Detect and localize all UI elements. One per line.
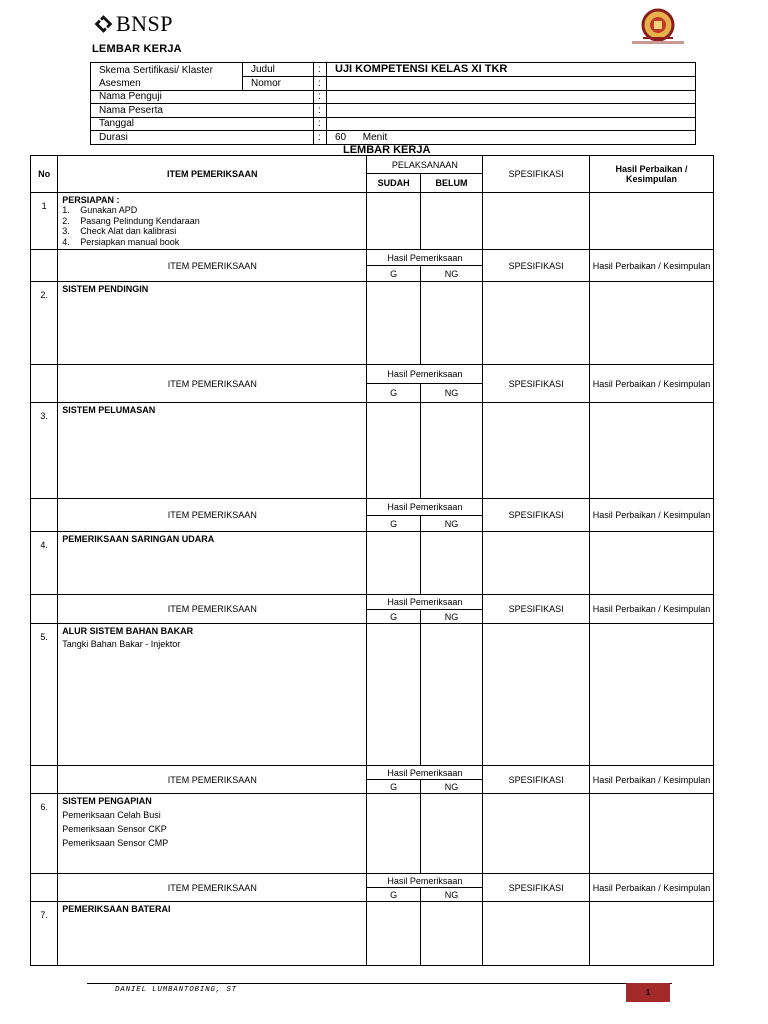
hasil-cell[interactable] <box>590 902 714 966</box>
label-nomor: Nomor <box>243 77 314 91</box>
subheader-hasil: Hasil Perbaikan / Kesimpulan <box>590 250 714 282</box>
ng-cell[interactable] <box>420 532 482 595</box>
subheader-hasil: Hasil Perbaikan / Kesimpulan <box>590 874 714 902</box>
header-spesifikasi: SPESIFIKASI <box>483 156 590 193</box>
hasil-cell[interactable] <box>590 532 714 595</box>
subheader-hasil-pemeriksaan: Hasil Pemeriksaan <box>367 365 483 384</box>
subheader-hasil: Hasil Perbaikan / Kesimpulan <box>590 595 714 624</box>
label-asesmen: Asesmen <box>91 77 243 91</box>
spesifikasi-cell[interactable] <box>483 794 590 874</box>
subheader-spesifikasi: SPESIFIKASI <box>483 766 590 794</box>
subheader-spesifikasi: SPESIFIKASI <box>483 365 590 403</box>
subheader-hasil: Hasil Perbaikan / Kesimpulan <box>590 365 714 403</box>
ng-cell[interactable] <box>420 624 482 766</box>
bnsp-logo <box>93 8 173 40</box>
section-title: PERSIAPAN : <box>62 195 120 205</box>
inspection-table <box>30 155 714 966</box>
label-nama-penguji: Nama Penguji <box>91 90 314 104</box>
section-content <box>58 403 367 499</box>
spesifikasi-cell[interactable] <box>483 624 590 766</box>
subheader-g: G <box>367 888 420 902</box>
subheader-item: ITEM PEMERIKSAAN <box>58 365 367 403</box>
subheader-ng: NG <box>420 266 482 282</box>
ng-cell[interactable] <box>420 794 482 874</box>
spesifikasi-cell[interactable] <box>483 403 590 499</box>
school-seal-icon <box>640 8 676 44</box>
colon: : <box>314 131 327 145</box>
section-row <box>31 403 714 499</box>
value-nama-peserta <box>327 104 696 118</box>
colon: : <box>314 90 327 104</box>
label-judul: Judul <box>243 63 314 77</box>
label-tanggal: Tanggal <box>91 117 314 131</box>
label-durasi: Durasi <box>91 131 314 145</box>
section-title: SISTEM PENDINGIN <box>62 284 149 294</box>
seal-caption-bar <box>632 41 684 44</box>
subheader-g: G <box>367 780 420 794</box>
colon: : <box>314 63 327 77</box>
hasil-cell[interactable] <box>590 403 714 499</box>
value-durasi: 60 Menit <box>327 131 696 145</box>
document-title: LEMBAR KERJA <box>92 43 182 55</box>
section-row <box>31 902 714 966</box>
header-hasil: Hasil Perbaikan / Kesimpulan <box>590 156 714 193</box>
value-tanggal <box>327 117 696 131</box>
sudah-cell[interactable] <box>367 193 420 250</box>
section-title: SISTEM PELUMASAN <box>62 405 156 415</box>
subheader-row <box>31 766 714 780</box>
colon: : <box>314 77 327 91</box>
spesifikasi-cell[interactable] <box>483 193 590 250</box>
section-number: 3. <box>31 403 58 499</box>
value-nomor <box>327 77 696 91</box>
subheader-row <box>31 250 714 266</box>
value-nama-penguji <box>327 90 696 104</box>
bnsp-emblem-icon <box>93 11 114 37</box>
section-row <box>31 193 714 250</box>
colon: : <box>314 104 327 118</box>
g-cell[interactable] <box>367 624 420 766</box>
header-sudah: SUDAH <box>367 174 420 193</box>
section-content <box>58 794 367 874</box>
subheader-g: G <box>367 384 420 403</box>
subheader-spesifikasi: SPESIFIKASI <box>483 595 590 624</box>
section-line: Pemeriksaan Celah Busi <box>62 810 161 820</box>
list-item: 2. Pasang Pelindung Kendaraan <box>62 215 200 226</box>
list-item: 3. Check Alat dan kalibrasi <box>62 226 177 236</box>
ng-cell[interactable] <box>420 902 482 966</box>
subheader-g: G <box>367 516 420 532</box>
footer-divider <box>87 983 672 984</box>
subheader-item: ITEM PEMERIKSAAN <box>58 595 367 624</box>
checklist <box>62 205 362 247</box>
subheader-spesifikasi: SPESIFIKASI <box>483 250 590 282</box>
section-row <box>31 624 714 766</box>
spesifikasi-cell[interactable] <box>483 282 590 365</box>
section-content <box>58 282 367 365</box>
hasil-cell[interactable] <box>590 282 714 365</box>
section-content <box>58 624 367 766</box>
subheader-ng: NG <box>420 780 482 794</box>
subheader-hasil: Hasil Perbaikan / Kesimpulan <box>590 766 714 794</box>
subheader-hasil-pemeriksaan: Hasil Pemeriksaan <box>367 874 483 888</box>
section-title: SISTEM PENGAPIAN <box>62 796 152 806</box>
label-nama-peserta: Nama Peserta <box>91 104 314 118</box>
subheader-hasil-pemeriksaan: Hasil Pemeriksaan <box>367 595 483 610</box>
subheader-item: ITEM PEMERIKSAAN <box>58 250 367 282</box>
subheader-item: ITEM PEMERIKSAAN <box>58 874 367 902</box>
section-row <box>31 282 714 365</box>
footer-author: DANIEL LUMBANTOBING, ST <box>115 986 237 994</box>
section-line: Pemeriksaan Sensor CMP <box>62 838 169 848</box>
subheader-hasil-pemeriksaan: Hasil Pemeriksaan <box>367 499 483 516</box>
subheader-g: G <box>367 610 420 624</box>
list-item: 4. Persiapkan manual book <box>62 236 180 247</box>
value-judul: UJI KOMPETENSI KELAS XI TKR <box>327 63 696 77</box>
header-item: ITEM PEMERIKSAAN <box>58 156 367 193</box>
header-pelaksanaan: PELAKSANAAN <box>367 156 483 174</box>
hasil-cell[interactable] <box>590 794 714 874</box>
subheader-g: G <box>367 266 420 282</box>
section-number: 5. <box>31 624 58 766</box>
section-content <box>58 532 367 595</box>
section-title: ALUR SISTEM BAHAN BAKAR <box>62 626 194 636</box>
ng-cell[interactable] <box>420 403 482 499</box>
subheader-ng: NG <box>420 516 482 532</box>
subheader-row <box>31 499 714 516</box>
section-number: 6. <box>31 794 58 874</box>
section-title: PEMERIKSAAN BATERAI <box>62 904 171 914</box>
g-cell[interactable] <box>367 794 420 874</box>
spesifikasi-cell[interactable] <box>483 532 590 595</box>
subheader-hasil-pemeriksaan: Hasil Pemeriksaan <box>367 766 483 780</box>
section-number: 2. <box>31 282 58 365</box>
colon: : <box>314 117 327 131</box>
g-cell[interactable] <box>367 282 420 365</box>
subheader-row <box>31 365 714 384</box>
subheader-item: ITEM PEMERIKSAAN <box>58 499 367 532</box>
bnsp-logo-text: BNSP <box>115 11 173 36</box>
subheader-item: ITEM PEMERIKSAAN <box>58 766 367 794</box>
info-table <box>90 62 696 145</box>
g-cell[interactable] <box>367 902 420 966</box>
spesifikasi-cell[interactable] <box>483 902 590 966</box>
section-content <box>58 193 367 250</box>
subheader-ng: NG <box>420 888 482 902</box>
section-content <box>58 902 367 966</box>
g-cell[interactable] <box>367 403 420 499</box>
section-row <box>31 532 714 595</box>
page-number: 1 <box>626 983 670 1002</box>
ng-cell[interactable] <box>420 282 482 365</box>
section-row <box>31 794 714 874</box>
list-item: 1. Gunakan APD <box>62 205 138 215</box>
section-title: PEMERIKSAAN SARINGAN UDARA <box>62 534 215 544</box>
section-line: Pemeriksaan Sensor CKP <box>62 824 167 834</box>
subheader-ng: NG <box>420 384 482 403</box>
worksheet-subtitle: LEMBAR KERJA <box>343 144 431 156</box>
label-skema: Skema Sertifikasi/ Klaster <box>91 63 243 77</box>
section-line: Tangki Bahan Bakar - Injektor <box>62 639 181 649</box>
belum-cell[interactable] <box>420 193 482 250</box>
g-cell[interactable] <box>367 532 420 595</box>
header-belum: BELUM <box>420 174 482 193</box>
subheader-hasil-pemeriksaan: Hasil Pemeriksaan <box>367 250 483 266</box>
section-number: 7. <box>31 902 58 966</box>
header-no: No <box>31 156 58 193</box>
subheader-hasil: Hasil Perbaikan / Kesimpulan <box>590 499 714 532</box>
subheader-row <box>31 874 714 888</box>
subheader-ng: NG <box>420 610 482 624</box>
subheader-spesifikasi: SPESIFIKASI <box>483 499 590 532</box>
hasil-cell[interactable] <box>590 193 714 250</box>
section-number: 4. <box>31 532 58 595</box>
subheader-spesifikasi: SPESIFIKASI <box>483 874 590 902</box>
hasil-cell[interactable] <box>590 624 714 766</box>
subheader-row <box>31 595 714 610</box>
section-number: 1 <box>31 193 58 250</box>
